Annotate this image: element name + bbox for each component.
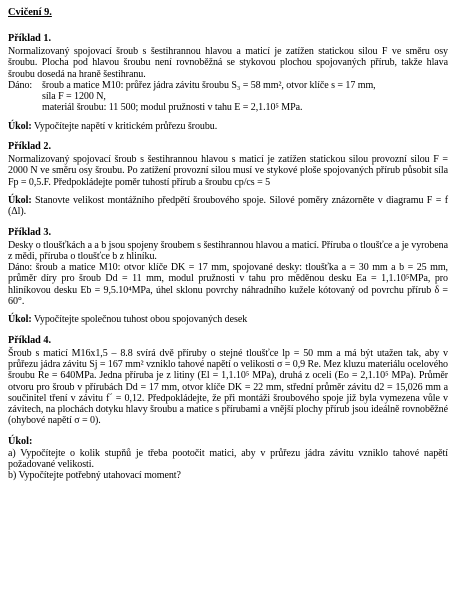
example-3-task [8, 314, 448, 325]
example-2 [8, 141, 448, 217]
example-1-given-lines [42, 80, 448, 114]
example-1-task-text: Vypočítejte napětí v kritickém průřezu šroubu. [33, 120, 218, 132]
example-1-body: Normalizovaný spojovací šroub s šestihrannou hlavou a maticí je zatížen statickou silou F ve směru osy šroubu. Plocha pod hlavou šroubu není rovnoběžná se stykovou plochou spojovaných přírub, takže hlava šroubu dosedá na hraně šestihranu. [8, 46, 448, 80]
example-1-given-label: Dáno: [8, 79, 33, 91]
example-2-task [8, 195, 448, 218]
example-4-heading: Příklad 4. [8, 334, 52, 346]
example-1-heading: Příklad 1. [8, 33, 52, 44]
example-3-task-label: Úkol: [8, 314, 32, 326]
example-3-body: Desky o tloušťkách a a b jsou spojeny šroubem s šestihrannou hlavou a maticí. Příruba o tloušťce a je vyrobena z mědi, příruba o tloušťce b z hliníku. [8, 239, 448, 262]
example-3-given: Dáno: šroub a matice M10: otvor klíče DK = 17 mm, spojované desky: tloušťka a = 30 mm a b = 25 mm, průměr díry pro šroub Dd = 11 mm, modul pružnosti v tahu pro měděnou desku Ea = 1,1.10⁵MPa, pro hliníkovou desku Eb = 9,5.10⁴MPa, úhel sklonu povrchy náhradního kužele kótovaný od povrchu přírub δ = 60°. [8, 262, 448, 308]
example-1-task [8, 121, 448, 132]
example-2-task-text: Stanovte velikost montážního předpětí šroubového spoje. Silové poměry znázorněte v diagramu F = f (Δl). [8, 194, 448, 218]
example-2-task-label: Úkol: [8, 194, 32, 206]
example-3-heading: Příklad 3. [8, 226, 52, 238]
final-task-item-b: b) Vypočítejte potřebný utahovací moment? [8, 470, 181, 482]
exercise-title: Cvičení 9. [8, 7, 52, 18]
final-task [8, 436, 448, 482]
example-1-given-line: šroub a matice M10: průřez jádra závitu šroubu S₃ = 58 mm², otvor klíče s = 17 mm, [42, 79, 376, 91]
final-task-item-a: a) Vypočítejte o kolik stupňů je třeba pootočit matici, aby v průřezu jádra závitu vzniklo tahové napětí požadované velikosti. [8, 447, 448, 471]
example-1-task-label: Úkol: [8, 120, 32, 132]
example-3-task-text: Vypočítejte společnou tuhost obou spojovaných desek [33, 314, 248, 326]
example-1 [8, 33, 448, 132]
example-1-given [8, 80, 448, 114]
example-3 [8, 227, 448, 326]
final-task-heading: Úkol: [8, 435, 33, 447]
example-2-body: Normalizovaný spojovací šroub s šestihrannou hlavou s maticí je zatížen statickou silou provozní silou F = 2000 N ve směru osy šroubu. Po zatížení provozní silou musí ve stykové ploše spojovaných přírub působit síla Fp = 0,5.F. Předpokládejte poměr tuhostí přírub a šroubu cp/cs = 5 [8, 154, 448, 188]
example-4 [8, 335, 448, 427]
example-2-heading: Příklad 2. [8, 141, 52, 153]
example-4-body: Šroub s maticí M16x1,5 – 8.8 svírá dvě příruby o stejné tloušťce lp = 50 mm a má být utažen tak, aby v průřezu jádra závitu Sj = 167 mm² vzniklo tahové napětí o velikosti σ = 0,9 Re. Mez kluzu materiálu ocelového šroubu Re = 640MPa. Jedna příruba je z litiny (El = 1,1.10⁵ MPa), druhá z oceli (Eo = 2,1.10⁵ MPa). Průměr otvoru pro šroub v přírubách Dd = 17 mm, otvor klíče DK = 22 mm, střední průměr závitu d2 = 15,026 mm a součinitel tření v závitu f´ = 0,12. Předpokládejte, že při montáži šroubového spoje již byla vymezena vůle v závitech, na plochách dotyku hlavy šroubu a matice s přírubami a vnější plochy přírub jsou ideálně rovnoběžné (ohybové napětí σ = 0). [8, 347, 448, 427]
example-1-given-line: síla F = 1200 N, [42, 91, 106, 103]
example-1-given-line: materiál šroubu: 11 500; modul pružnosti v tahu E = 2,1.10⁵ MPa. [42, 102, 303, 114]
